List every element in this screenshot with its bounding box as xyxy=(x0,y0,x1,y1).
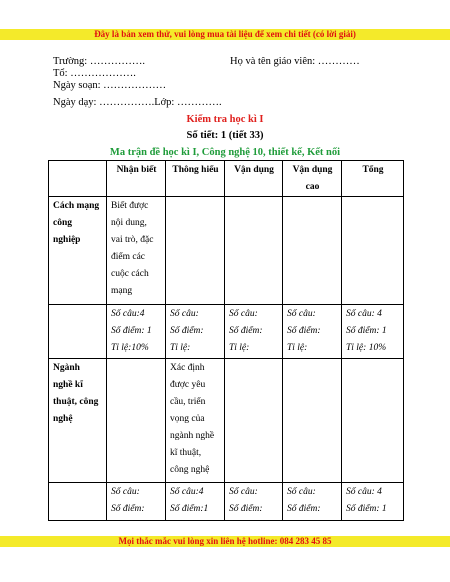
topic-cach-mang-cong-nghiep: Cách mạng công nghiệp xyxy=(49,197,107,305)
table-cell xyxy=(283,359,342,483)
table-cell xyxy=(225,197,283,305)
header-thong-hieu: Thông hiểu xyxy=(166,161,225,197)
thong-hieu-description: Xác định được yêu cầu, triển vọng của ngành nghề kĩ thuật, công nghệ xyxy=(166,359,225,483)
stats-cell: Số câu:4 Số điểm:1 xyxy=(166,483,225,521)
header-van-dung: Vận dụng xyxy=(225,161,283,197)
stats-cell: Số câu: 4 Số điểm: 1 Tỉ lệ: 10% xyxy=(342,305,404,359)
preview-banner: Đây là bản xem thử, vui lòng mua tài liệu để xem chi tiết (có lời giải) xyxy=(0,29,450,40)
table-cell xyxy=(49,305,107,359)
nhan-biet-description: Biết được nội dung, vai trò, đặc điểm các cuộc cách mạng xyxy=(107,197,166,305)
header-nhan-biet: Nhận biết xyxy=(107,161,166,197)
header-empty xyxy=(49,161,107,197)
hotline-banner: Mọi thắc mắc vui lòng xin liên hệ hotline: 084 283 45 85 xyxy=(0,536,450,547)
stats-cell: Số câu: Số điểm: xyxy=(283,483,342,521)
teaching-date-class-field: Ngày dạy: …………….Lớp: …………. xyxy=(53,97,222,108)
header-tong: Tổng xyxy=(342,161,404,197)
table-cell xyxy=(166,197,225,305)
stats-cell: Số câu: 4 Số điểm: 1 xyxy=(342,483,404,521)
exam-matrix-table xyxy=(48,160,404,521)
stats-cell: Số câu: Số điểm: xyxy=(107,483,166,521)
stats-cell: Số câu: Số điểm: Tỉ lệ: xyxy=(225,305,283,359)
table-cell xyxy=(107,359,166,483)
table-cell xyxy=(225,359,283,483)
table-row xyxy=(49,305,404,359)
teacher-name-field: Họ và tên giáo viên: ………… xyxy=(230,56,360,67)
table-row xyxy=(49,483,404,521)
school-field: Trường: ……………. xyxy=(53,56,145,67)
table-cell xyxy=(283,197,342,305)
table-cell xyxy=(342,197,404,305)
exam-title: Kiểm tra học kì I xyxy=(186,114,264,125)
table-cell xyxy=(342,359,404,483)
department-field: Tổ: ………………. xyxy=(53,68,136,79)
period-count: Số tiết: 1 (tiết 33) xyxy=(186,130,264,141)
table-cell xyxy=(49,483,107,521)
stats-cell: Số câu: Số điểm: Tỉ lệ: xyxy=(166,305,225,359)
prep-date-field: Ngày soạn: ……………… xyxy=(53,80,167,91)
matrix-title: Ma trận đề học kì I, Công nghệ 10, thiết kế, Kết nối xyxy=(109,147,341,158)
stats-cell: Số câu: Số điểm: Tỉ lệ: xyxy=(283,305,342,359)
header-van-dung-cao: Vận dụng cao xyxy=(283,161,342,197)
stats-cell: Số câu: Số điểm: xyxy=(225,483,283,521)
topic-nganh-nghe: Ngành nghề kĩ thuật, công nghệ xyxy=(49,359,107,483)
table-row xyxy=(49,197,404,305)
table-header-row xyxy=(49,161,404,197)
table-row xyxy=(49,359,404,483)
stats-cell: Số câu:4 Số điểm: 1 Tỉ lệ:10% xyxy=(107,305,166,359)
